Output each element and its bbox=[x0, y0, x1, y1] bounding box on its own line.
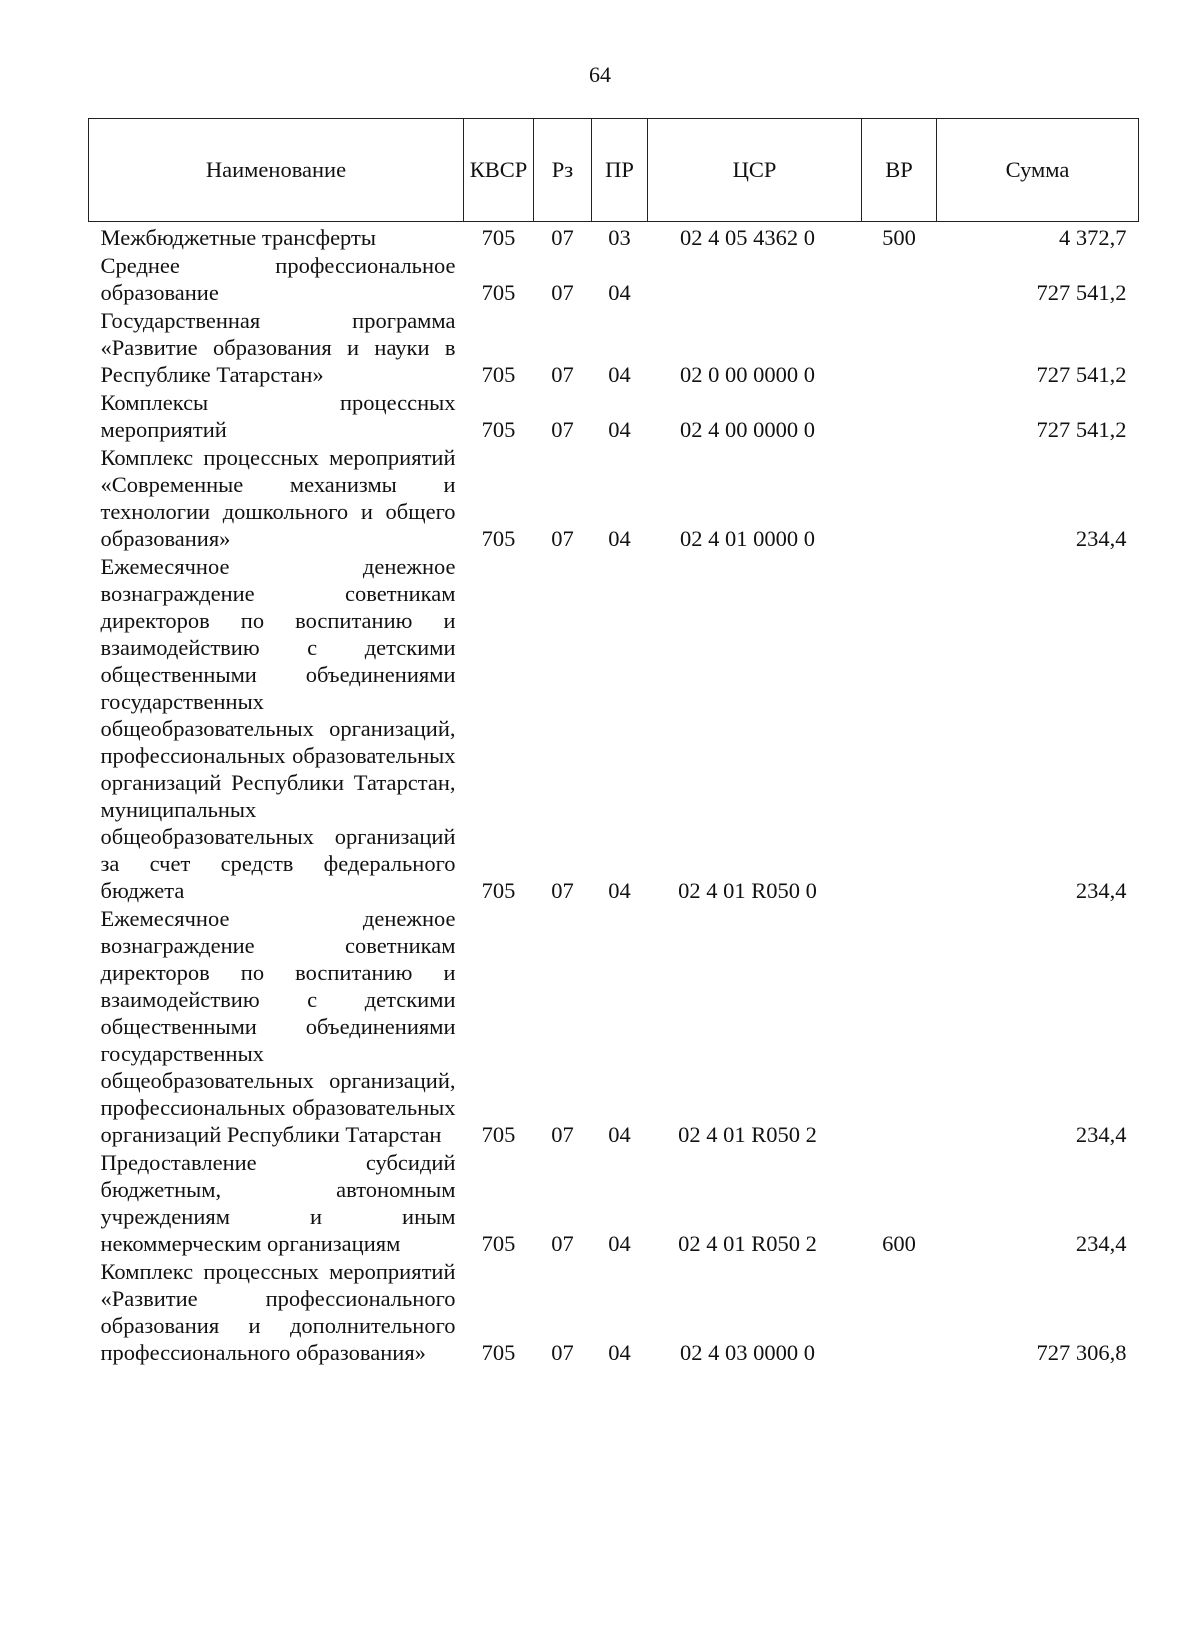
row-sum: 727 541,2 bbox=[1036, 417, 1127, 442]
row-name: Предоставление субсидий бюджетным, автономным учреждениям и иным некоммерческим организациям bbox=[100, 1150, 456, 1256]
row-rz: 07 bbox=[551, 280, 574, 305]
row-sum: 234,4 bbox=[1075, 1231, 1127, 1256]
row-sum: 234,4 bbox=[1075, 878, 1127, 903]
row-kvsr: 705 bbox=[481, 225, 516, 250]
table-row bbox=[89, 905, 1139, 1149]
row-sum: 727 541,2 bbox=[1036, 362, 1127, 387]
row-vr bbox=[862, 553, 937, 905]
row-kvsr: 705 bbox=[481, 1231, 516, 1256]
row-kvsr: 705 bbox=[481, 1340, 516, 1365]
row-name: Комплекс процессных мероприятий «Современные механизмы и технологии дошкольного и общего образования» bbox=[100, 445, 456, 551]
row-kvsr: 705 bbox=[481, 526, 516, 551]
row-csr bbox=[648, 252, 862, 307]
table-row bbox=[89, 252, 1139, 307]
table-row bbox=[89, 389, 1139, 444]
row-kvsr: 705 bbox=[481, 417, 516, 442]
row-rz: 07 bbox=[551, 1122, 574, 1147]
row-csr: 02 4 05 4362 0 bbox=[680, 225, 815, 250]
row-rz: 07 bbox=[551, 1231, 574, 1256]
row-csr: 02 4 01 R050 0 bbox=[678, 878, 817, 903]
row-pr: 04 bbox=[608, 878, 631, 903]
row-vr bbox=[862, 444, 937, 553]
row-vr bbox=[862, 905, 937, 1149]
row-rz: 07 bbox=[551, 526, 574, 551]
row-name: Среднее профессиональное образование bbox=[100, 253, 456, 305]
table-row bbox=[89, 307, 1139, 389]
row-csr: 02 4 03 0000 0 bbox=[680, 1340, 815, 1365]
row-sum: 234,4 bbox=[1075, 1122, 1127, 1147]
row-vr: 600 bbox=[882, 1231, 916, 1256]
row-pr: 04 bbox=[608, 1231, 631, 1256]
table-row bbox=[89, 1149, 1139, 1258]
row-name: Комплексы процессных мероприятий bbox=[100, 390, 456, 442]
table-row bbox=[89, 553, 1139, 905]
page-number: 64 bbox=[589, 62, 611, 87]
row-rz: 07 bbox=[551, 362, 574, 387]
row-sum: 727 541,2 bbox=[1036, 280, 1127, 305]
row-csr: 02 0 00 0000 0 bbox=[680, 362, 815, 387]
row-kvsr: 705 bbox=[481, 1122, 516, 1147]
row-vr bbox=[862, 252, 937, 307]
row-rz: 07 bbox=[551, 1340, 574, 1365]
row-csr: 02 4 01 R050 2 bbox=[678, 1122, 817, 1147]
header-sum: Сумма bbox=[937, 119, 1139, 222]
row-rz: 07 bbox=[551, 417, 574, 442]
row-pr: 04 bbox=[608, 280, 631, 305]
table-row bbox=[89, 222, 1139, 253]
row-pr: 04 bbox=[608, 1122, 631, 1147]
row-sum: 4 372,7 bbox=[1059, 225, 1127, 250]
row-name: Ежемесячное денежное вознаграждение советникам директоров по воспитанию и взаимодействию с детскими общественными объединениями государственных общеобразовательных организаций, профессиональных образовательных организаций Республики Татарстан bbox=[100, 906, 456, 1147]
row-pr: 04 bbox=[608, 526, 631, 551]
row-csr: 02 4 01 0000 0 bbox=[680, 526, 815, 551]
row-name: Государственная программа «Развитие образования и науки в Республике Татарстан» bbox=[100, 308, 456, 387]
row-name: Межбюджетные трансферты bbox=[100, 225, 376, 250]
row-name: Ежемесячное денежное вознаграждение советникам директоров по воспитанию и взаимодействию с детскими общественными объединениями государственных общеобразовательных организаций, профессиональных образовательных организаций Республики Татарстан, муниципальных общеобразовательных организаций за счет средств федерального бюджета bbox=[100, 554, 456, 903]
header-kvsr: КВСР bbox=[464, 119, 534, 222]
row-rz: 07 bbox=[551, 878, 574, 903]
row-kvsr: 705 bbox=[481, 878, 516, 903]
header-csr: ЦСР bbox=[648, 119, 862, 222]
table-body bbox=[89, 222, 1139, 1368]
row-pr: 04 bbox=[608, 1340, 631, 1365]
row-sum: 727 306,8 bbox=[1036, 1340, 1127, 1365]
row-pr: 04 bbox=[608, 362, 631, 387]
header-pr: ПР bbox=[592, 119, 648, 222]
row-sum: 234,4 bbox=[1075, 526, 1127, 551]
row-kvsr: 705 bbox=[481, 280, 516, 305]
table-header bbox=[89, 119, 1139, 222]
table-row bbox=[89, 444, 1139, 553]
row-pr: 03 bbox=[608, 225, 631, 250]
header-vr: ВР bbox=[862, 119, 937, 222]
row-rz: 07 bbox=[551, 225, 574, 250]
row-csr: 02 4 00 0000 0 bbox=[680, 417, 815, 442]
header-rz: Рз bbox=[534, 119, 592, 222]
row-vr bbox=[862, 389, 937, 444]
row-csr: 02 4 01 R050 2 bbox=[678, 1231, 817, 1256]
row-vr bbox=[862, 307, 937, 389]
row-pr: 04 bbox=[608, 417, 631, 442]
row-vr bbox=[862, 1258, 937, 1367]
row-kvsr: 705 bbox=[481, 362, 516, 387]
row-vr: 500 bbox=[882, 225, 916, 250]
budget-table bbox=[88, 118, 1139, 1367]
header-name: Наименование bbox=[89, 119, 464, 222]
row-name: Комплекс процессных мероприятий «Развитие профессионального образования и дополнительного профессионального образования» bbox=[100, 1259, 456, 1365]
table-row bbox=[89, 1258, 1139, 1367]
